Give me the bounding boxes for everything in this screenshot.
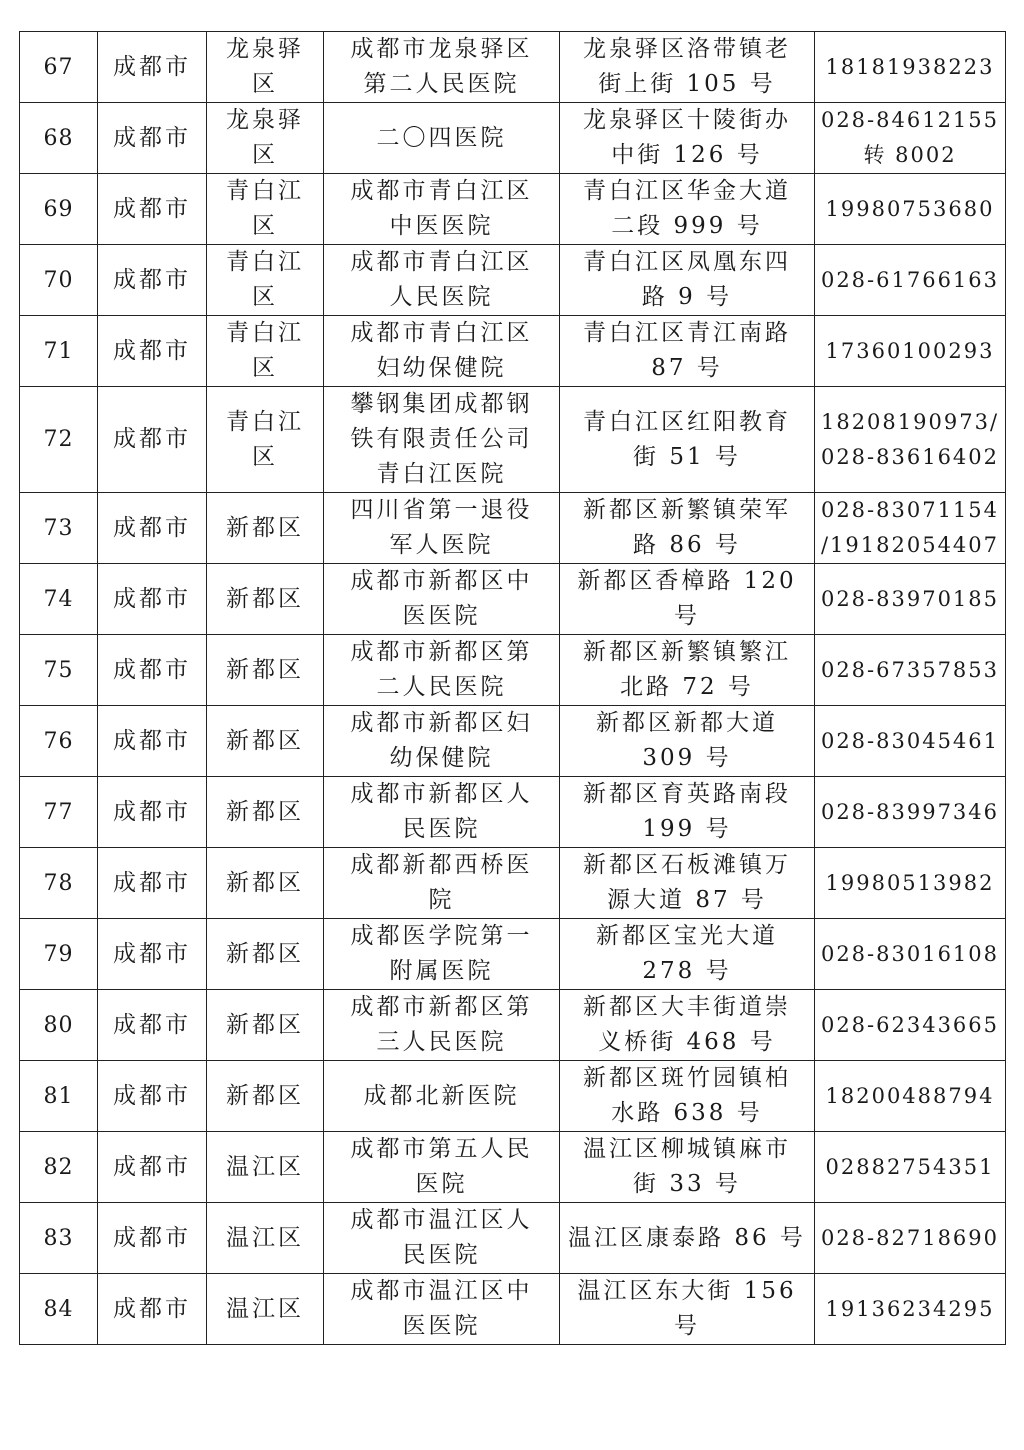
hospital-name-cell: 成都市第五人民 医院: [324, 1132, 560, 1203]
address-cell: 新都区新繁镇繁江 北路 72 号: [560, 635, 815, 706]
row-number: 76: [20, 706, 98, 777]
district-cell: 青白江 区: [207, 245, 324, 316]
city-cell: 成都市: [98, 635, 207, 706]
phone-cell: 028-83071154 /19182054407: [815, 493, 1006, 564]
address-cell: 新都区宝光大道 278 号: [560, 919, 815, 990]
row-number: 84: [20, 1274, 98, 1345]
hospital-name-cell: 成都市新都区中 医医院: [324, 564, 560, 635]
city-cell: 成都市: [98, 706, 207, 777]
address-cell: 温江区东大街 156 号: [560, 1274, 815, 1345]
city-cell: 成都市: [98, 1061, 207, 1132]
district-cell: 新都区: [207, 1061, 324, 1132]
hospital-name-cell: 四川省第一退役 军人医院: [324, 493, 560, 564]
row-number: 68: [20, 103, 98, 174]
hospital-name-cell: 攀钢集团成都钢 铁有限责任公司 青白江医院: [324, 387, 560, 493]
phone-cell: 17360100293: [815, 316, 1006, 387]
table-row: [20, 245, 1006, 316]
district-cell: 新都区: [207, 990, 324, 1061]
row-number: 70: [20, 245, 98, 316]
table-row: [20, 635, 1006, 706]
hospital-name-cell: 成都市新都区第 二人民医院: [324, 635, 560, 706]
city-cell: 成都市: [98, 990, 207, 1061]
phone-cell: 028-83045461: [815, 706, 1006, 777]
table-row: [20, 387, 1006, 493]
table-row: [20, 990, 1006, 1061]
phone-cell: 028-83970185: [815, 564, 1006, 635]
city-cell: 成都市: [98, 848, 207, 919]
district-cell: 新都区: [207, 493, 324, 564]
city-cell: 成都市: [98, 174, 207, 245]
district-cell: 新都区: [207, 848, 324, 919]
table-row: [20, 32, 1006, 103]
address-cell: 温江区柳城镇麻市 街 33 号: [560, 1132, 815, 1203]
district-cell: 温江区: [207, 1274, 324, 1345]
row-number: 81: [20, 1061, 98, 1132]
address-cell: 新都区香樟路 120 号: [560, 564, 815, 635]
row-number: 75: [20, 635, 98, 706]
phone-cell: 19136234295: [815, 1274, 1006, 1345]
district-cell: 青白江 区: [207, 174, 324, 245]
address-cell: 新都区新繁镇荣军 路 86 号: [560, 493, 815, 564]
table-row: [20, 103, 1006, 174]
city-cell: 成都市: [98, 103, 207, 174]
table-row: [20, 706, 1006, 777]
district-cell: 新都区: [207, 777, 324, 848]
hospital-name-cell: 成都北新医院: [324, 1061, 560, 1132]
district-cell: 青白江 区: [207, 316, 324, 387]
row-number: 82: [20, 1132, 98, 1203]
table-row: [20, 493, 1006, 564]
address-cell: 新都区新都大道 309 号: [560, 706, 815, 777]
address-cell: 龙泉驿区洛带镇老 街上街 105 号: [560, 32, 815, 103]
city-cell: 成都市: [98, 1203, 207, 1274]
hospital-name-cell: 成都市温江区人 民医院: [324, 1203, 560, 1274]
table-row: [20, 848, 1006, 919]
phone-cell: 028-82718690: [815, 1203, 1006, 1274]
table-row: [20, 316, 1006, 387]
phone-cell: 02882754351: [815, 1132, 1006, 1203]
city-cell: 成都市: [98, 387, 207, 493]
address-cell: 新都区斑竹园镇柏 水路 638 号: [560, 1061, 815, 1132]
table-body: [20, 32, 1006, 1345]
district-cell: 龙泉驿 区: [207, 103, 324, 174]
city-cell: 成都市: [98, 1132, 207, 1203]
phone-cell: 18208190973/ 028-83616402: [815, 387, 1006, 493]
phone-cell: 18181938223: [815, 32, 1006, 103]
row-number: 69: [20, 174, 98, 245]
city-cell: 成都市: [98, 245, 207, 316]
district-cell: 青白江 区: [207, 387, 324, 493]
hospital-table: [19, 31, 1006, 1345]
hospital-name-cell: 成都市龙泉驿区 第二人民医院: [324, 32, 560, 103]
hospital-name-cell: 成都新都西桥医 院: [324, 848, 560, 919]
phone-cell: 028-67357853: [815, 635, 1006, 706]
address-cell: 青白江区青江南路 87 号: [560, 316, 815, 387]
phone-cell: 028-84612155 转 8002: [815, 103, 1006, 174]
hospital-name-cell: 成都市青白江区 中医医院: [324, 174, 560, 245]
phone-cell: 028-83997346: [815, 777, 1006, 848]
district-cell: 新都区: [207, 706, 324, 777]
address-cell: 温江区康泰路 86 号: [560, 1203, 815, 1274]
address-cell: 青白江区红阳教育 街 51 号: [560, 387, 815, 493]
address-cell: 青白江区华金大道 二段 999 号: [560, 174, 815, 245]
table-row: [20, 174, 1006, 245]
row-number: 72: [20, 387, 98, 493]
city-cell: 成都市: [98, 777, 207, 848]
district-cell: 新都区: [207, 564, 324, 635]
table-row: [20, 564, 1006, 635]
table-row: [20, 919, 1006, 990]
hospital-name-cell: 成都医学院第一 附属医院: [324, 919, 560, 990]
city-cell: 成都市: [98, 919, 207, 990]
district-cell: 龙泉驿 区: [207, 32, 324, 103]
phone-cell: 19980753680: [815, 174, 1006, 245]
row-number: 78: [20, 848, 98, 919]
city-cell: 成都市: [98, 1274, 207, 1345]
address-cell: 新都区石板滩镇万 源大道 87 号: [560, 848, 815, 919]
row-number: 80: [20, 990, 98, 1061]
row-number: 74: [20, 564, 98, 635]
hospital-name-cell: 成都市新都区妇 幼保健院: [324, 706, 560, 777]
hospital-name-cell: 成都市新都区第 三人民医院: [324, 990, 560, 1061]
address-cell: 新都区大丰街道崇 义桥街 468 号: [560, 990, 815, 1061]
phone-cell: 18200488794: [815, 1061, 1006, 1132]
city-cell: 成都市: [98, 316, 207, 387]
city-cell: 成都市: [98, 564, 207, 635]
phone-cell: 028-62343665: [815, 990, 1006, 1061]
district-cell: 新都区: [207, 635, 324, 706]
row-number: 73: [20, 493, 98, 564]
phone-cell: 028-83016108: [815, 919, 1006, 990]
district-cell: 温江区: [207, 1132, 324, 1203]
table-row: [20, 1203, 1006, 1274]
city-cell: 成都市: [98, 32, 207, 103]
hospital-name-cell: 成都市温江区中 医医院: [324, 1274, 560, 1345]
row-number: 79: [20, 919, 98, 990]
table-row: [20, 1274, 1006, 1345]
city-cell: 成都市: [98, 493, 207, 564]
address-cell: 龙泉驿区十陵街办 中街 126 号: [560, 103, 815, 174]
address-cell: 新都区育英路南段 199 号: [560, 777, 815, 848]
hospital-name-cell: 成都市新都区人 民医院: [324, 777, 560, 848]
phone-cell: 028-61766163: [815, 245, 1006, 316]
hospital-name-cell: 成都市青白江区 妇幼保健院: [324, 316, 560, 387]
table-row: [20, 1132, 1006, 1203]
row-number: 83: [20, 1203, 98, 1274]
district-cell: 新都区: [207, 919, 324, 990]
row-number: 71: [20, 316, 98, 387]
row-number: 67: [20, 32, 98, 103]
hospital-name-cell: 二〇四医院: [324, 103, 560, 174]
address-cell: 青白江区凤凰东四 路 9 号: [560, 245, 815, 316]
table-row: [20, 777, 1006, 848]
hospital-name-cell: 成都市青白江区 人民医院: [324, 245, 560, 316]
row-number: 77: [20, 777, 98, 848]
table-row: [20, 1061, 1006, 1132]
district-cell: 温江区: [207, 1203, 324, 1274]
phone-cell: 19980513982: [815, 848, 1006, 919]
